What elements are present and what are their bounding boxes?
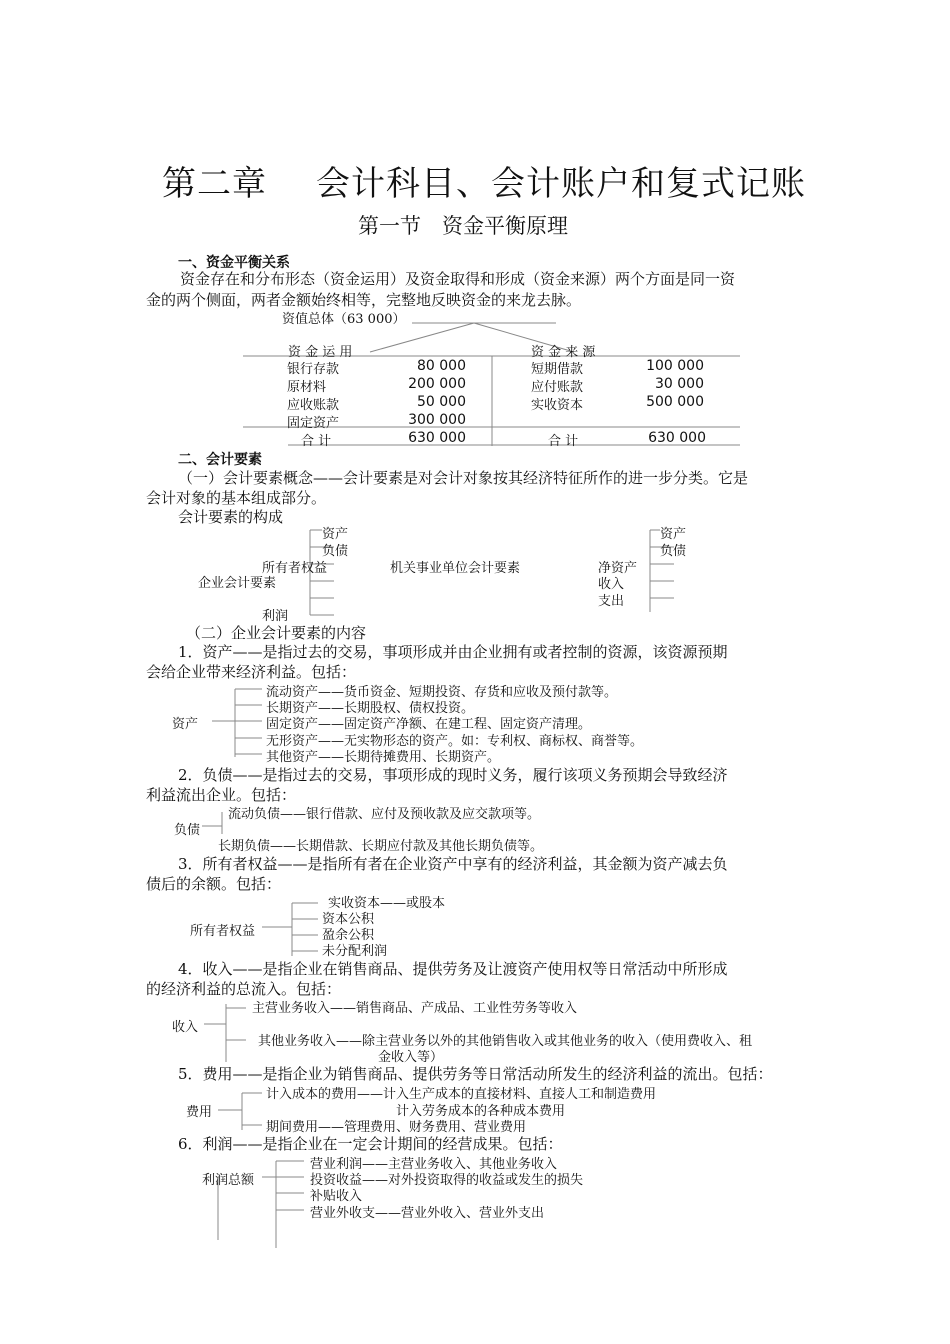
list-item: 其他资产——长期待摊费用、长期资产。 <box>266 750 501 765</box>
list-item: 营业外收支——营业外收入、营业外支出 <box>310 1206 545 1221</box>
list-item: 实收资本——或股本 <box>328 896 446 911</box>
chapter-number: 第二章 <box>162 164 267 204</box>
table-cell: 100 000 <box>646 358 704 374</box>
list-item: 负债 <box>660 544 687 559</box>
table-cell: 固定资产 <box>287 416 340 431</box>
list-item: 盈余公积 <box>322 928 375 943</box>
list-item: 资产 <box>322 527 349 542</box>
list-item: 计入成本的费用——计入生产成本的直接材料、直接人工和制造费用 <box>266 1087 657 1102</box>
list-item: 长期资产——长期股权、债权投资。 <box>266 701 475 716</box>
chapter-title: 会计科目、会计账户和复式记账 <box>316 164 806 204</box>
list-item: 净资产 <box>598 561 638 576</box>
list-item: 所有者权益 <box>262 561 328 576</box>
funds-source-header: 资 金 来 源 <box>531 345 596 360</box>
table-total: 630 000 <box>648 430 706 446</box>
list-item: 金收入等） <box>378 1050 444 1065</box>
list-item: 主营业务收入——销售商品、产成品、工业性劳务等收入 <box>252 1001 578 1016</box>
table-cell: 80 000 <box>417 358 466 374</box>
profit-label: 利润总额 <box>202 1173 255 1188</box>
table-cell: 短期借款 <box>531 362 584 377</box>
table-cell: 30 000 <box>655 376 704 392</box>
section-title: 第一节 资金平衡原理 <box>358 214 568 238</box>
list-item: 收入 <box>598 577 625 592</box>
enterprise-elements-label: 企业会计要素 <box>198 576 277 591</box>
table-cell: 原材料 <box>287 380 327 395</box>
table-cell: 应付账款 <box>531 380 584 395</box>
paragraph-line: 金的两个侧面，两者金额始终相等，完整地反映资金的来龙去脉。 <box>146 291 582 309</box>
list-item: 长期负债——长期借款、长期应付款及其他长期负债等。 <box>218 839 544 854</box>
paragraph-line: 会计要素的构成 <box>178 508 284 526</box>
table-total: 630 000 <box>408 430 466 446</box>
list-item: 投资收益——对外投资取得的收益或发生的损失 <box>310 1173 584 1188</box>
list-item: 流动资产——货币资金、短期投资、存货和应收及预付款等。 <box>266 685 618 700</box>
funds-use-header: 资 金 运 用 <box>288 345 353 360</box>
table-cell: 500 000 <box>646 394 704 410</box>
paragraph-line: （一）会计要素概念——会计要素是对会计对象按其经济特征所作的进一步分类。它是 <box>178 469 749 487</box>
list-item: 流动负债——银行借款、应付及预收款及应交款项等。 <box>228 807 541 822</box>
subheading-element-content: （二）企业会计要素的内容 <box>186 624 367 642</box>
list-item: 期间费用——管理费用、财务费用、营业费用 <box>266 1120 527 1135</box>
table-total-label: 合 计 <box>301 434 332 449</box>
heading-accounting-elements: 二、会计要素 <box>178 452 262 468</box>
list-item: 未分配利润 <box>322 944 388 959</box>
paragraph-line: 的经济利益的总流入。包括： <box>146 980 342 998</box>
paragraph-line: 1．资产——是指过去的交易，事项形成并由企业拥有或者控制的资源，该资源预期 <box>178 643 728 661</box>
list-item: 营业利润——主营业务收入、其他业务收入 <box>310 1157 558 1172</box>
list-item: 其他业务收入——除主营业务以外的其他销售收入或其他业务的收入（使用费收入、租 <box>258 1034 753 1049</box>
list-item: 支出 <box>598 594 625 609</box>
paragraph-line: 会计对象的基本组成部分。 <box>146 489 327 507</box>
table-cell: 300 000 <box>408 412 466 428</box>
list-item: 无形资产——无实物形态的资产。如：专利权、商标权、商誉等。 <box>266 734 644 749</box>
paragraph-line: 4．收入——是指企业在销售商品、提供劳务及让渡资产使用权等日常活动中所形成 <box>178 960 728 978</box>
table-cell: 50 000 <box>417 394 466 410</box>
total-capital-label: 资值总体（63 000） <box>282 312 406 327</box>
assets-label: 资产 <box>172 717 199 732</box>
paragraph-line: 6．利润——是指企业在一定会计期间的经营成果。包括： <box>178 1135 563 1153</box>
list-item: 资产 <box>660 527 687 542</box>
list-item: 固定资产——固定资产净额、在建工程、固定资产清理。 <box>266 717 592 732</box>
table-total-label: 合 计 <box>548 434 579 449</box>
list-item: 资本公积 <box>322 912 375 927</box>
income-label: 收入 <box>172 1020 199 1035</box>
table-cell: 200 000 <box>408 376 466 392</box>
table-cell: 银行存款 <box>287 362 340 377</box>
heading-balance-relation: 一、资金平衡关系 <box>178 255 290 271</box>
list-item: 利润 <box>262 609 289 624</box>
paragraph-line: 债后的余额。包括： <box>146 875 282 893</box>
paragraph-line: 会给企业带来经济利益。包括： <box>146 663 357 681</box>
paragraph-line: 资金存在和分布形态（资金运用）及资金取得和形成（资金来源）两个方面是同一资 <box>180 270 736 288</box>
paragraph-line: 2．负债——是指过去的交易，事项形成的现时义务，履行该项义务预期会导致经济 <box>178 766 728 784</box>
list-item: 计入劳务成本的各种成本费用 <box>396 1104 566 1119</box>
paragraph-line: 利益流出企业。包括： <box>146 786 297 804</box>
paragraph-line: 3．所有者权益——是指所有者在企业资产中享有的经济利益，其金额为资产减去负 <box>178 855 728 873</box>
list-item: 补贴收入 <box>310 1189 363 1204</box>
table-cell: 应收账款 <box>287 398 340 413</box>
government-elements-label: 机关事业单位会计要素 <box>390 561 521 576</box>
equity-label: 所有者权益 <box>190 924 256 939</box>
expenses-label: 费用 <box>186 1105 213 1120</box>
table-cell: 实收资本 <box>531 398 584 413</box>
list-item: 负债 <box>322 544 349 559</box>
paragraph-line: 5．费用——是指企业为销售商品、提供劳务等日常活动所发生的经济利益的流出。包括： <box>178 1065 773 1083</box>
liabilities-label: 负债 <box>174 823 201 838</box>
